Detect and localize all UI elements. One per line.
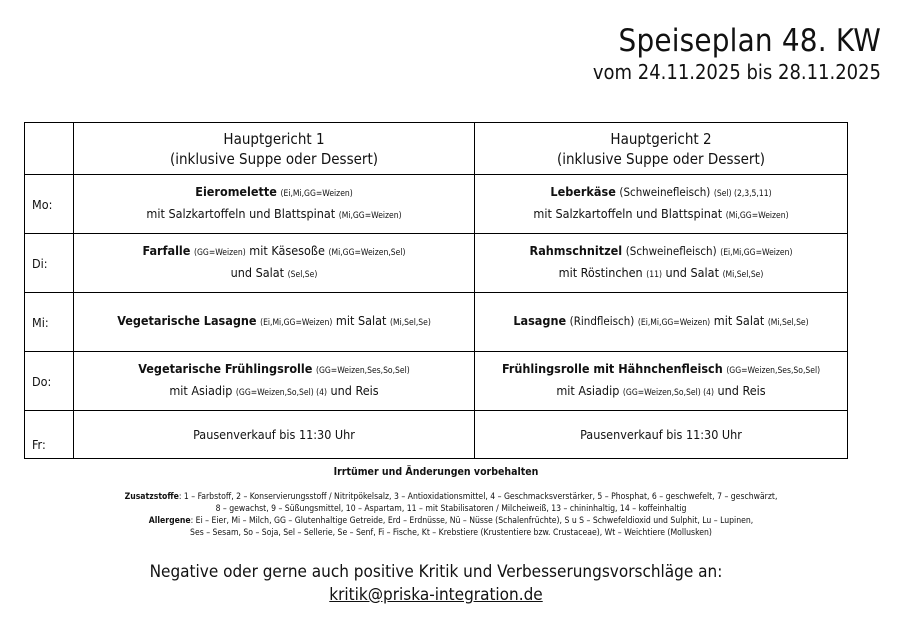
dish-meat: (Rindfleisch) xyxy=(569,314,635,328)
table-row-friday xyxy=(25,411,848,459)
feedback-text: Negative oder gerne auch positive Kritik und Verbesserungsvorschläge an: xyxy=(149,562,723,582)
column-header-subtitle: (inklusive Suppe oder Dessert) xyxy=(556,149,766,168)
side-allergens: (Mi,Sel,Se) xyxy=(390,318,431,328)
date-range: vom 24.11.2025 bis 28.11.2025 xyxy=(592,60,881,84)
column-header-title: Hauptgericht 2 xyxy=(610,129,712,148)
dish-cell xyxy=(475,234,848,293)
dish-name: Vegetarische Frühlingsrolle xyxy=(138,361,313,376)
table-row-monday xyxy=(25,175,848,234)
dish-allergens: (Ei,Mi,GG=Weizen) xyxy=(637,318,711,328)
legend xyxy=(60,491,842,539)
dish-side: mit Salat xyxy=(335,313,387,328)
column-header-main-dish-1 xyxy=(74,123,475,175)
dish-cell xyxy=(475,175,848,234)
page-title: Speiseplan 48. KW xyxy=(618,23,881,59)
additives-line-2: 8 – gewachst, 9 – Süßungsmittel, 10 – Aspartam, 11 – mit Stabilisatoren / Milcheiweiß, 13 – chininhaltig, 14 – koffeinhaltig xyxy=(215,504,687,514)
side-allergens: (GG=Weizen,So,Sel) (4) xyxy=(235,388,327,398)
allergens-label: Allergene xyxy=(148,516,191,526)
side-allergens: (Mi,GG=Weizen) xyxy=(338,211,402,221)
table-row-wednesday xyxy=(25,293,848,352)
side-allergens: (Mi,Sel,Se) xyxy=(722,270,764,280)
dish-name: Frühlingsrolle mit Hähnchenfleisch xyxy=(501,361,723,376)
dish-allergens: (Ei,Mi,GG=Weizen) xyxy=(280,189,353,199)
dish-allergens: (Ei,Mi,GG=Weizen) xyxy=(720,248,793,258)
dish-cell xyxy=(475,293,848,352)
dish-side: mit Asiadip xyxy=(556,383,620,398)
menu-table xyxy=(24,122,848,459)
sauce-allergens: (Mi,GG=Weizen,Sel) xyxy=(328,248,406,258)
column-header-title: Hauptgericht 1 xyxy=(223,129,325,148)
dish-side: mit Asiadip xyxy=(169,383,233,398)
side-additives: (11) xyxy=(646,270,662,280)
day-label: Di: xyxy=(25,234,74,293)
page-header xyxy=(593,22,881,84)
dish-allergens: (GG=Weizen) xyxy=(194,248,246,258)
break-sale-text: Pausenverkauf bis 11:30 Uhr xyxy=(580,427,742,442)
dish-name: Lasagne xyxy=(513,313,567,328)
allergens-line-2: Ses – Sesam, So – Soja, Sel – Sellerie, Se – Senf, Fi – Fische, Kt – Krebstiere (Krustentiere bzw. Crustaceae), Wt – Weichtiere (Mollusken) xyxy=(190,528,712,538)
side-allergens: (Mi,GG=Weizen) xyxy=(725,211,789,221)
dish-name: Rahmschnitzel xyxy=(529,243,623,258)
table-header-row xyxy=(25,123,848,175)
table-row-thursday xyxy=(25,352,848,411)
dish-side: mit Röstinchen xyxy=(558,265,643,280)
dish-cell xyxy=(74,411,475,459)
dish-side: mit Salzkartoffeln und Blattspinat xyxy=(146,206,336,221)
dish-allergens: (Ei,Mi,GG=Weizen) xyxy=(260,318,333,328)
break-sale-text: Pausenverkauf bis 11:30 Uhr xyxy=(193,427,355,442)
dish-side-2: und Reis xyxy=(330,383,379,398)
day-label: Mo: xyxy=(25,175,74,234)
dish-allergens: (GG=Weizen,Ses,So,Sel) xyxy=(315,366,410,376)
day-label: Mi: xyxy=(25,293,74,352)
dish-sauce: mit Käsesoße xyxy=(249,243,325,258)
dish-name: Farfalle xyxy=(142,243,191,258)
day-label: Fr: xyxy=(25,411,74,459)
dish-cell xyxy=(475,411,848,459)
dish-allergens: (GG=Weizen,Ses,So,Sel) xyxy=(726,366,821,376)
dish-cell xyxy=(74,293,475,352)
feedback-footer xyxy=(0,561,872,607)
dish-meat: (Schweinefleisch) xyxy=(625,244,717,258)
dish-side: und Salat xyxy=(230,265,285,280)
dish-name: Leberkäse xyxy=(550,184,616,199)
dish-name: Vegetarische Lasagne xyxy=(117,313,257,328)
side-allergens: (Sel,Se) xyxy=(287,270,318,280)
dish-allergens: (Sel) (2,3,5,11) xyxy=(713,189,772,199)
column-header-main-dish-2 xyxy=(475,123,848,175)
disclaimer-notice: Irrtümer und Änderungen vorbehalten xyxy=(333,466,539,478)
table-row-tuesday xyxy=(25,234,848,293)
dish-side: mit Salzkartoffeln und Blattspinat xyxy=(533,206,723,221)
dish-name: Eieromelette xyxy=(195,184,277,199)
column-header-subtitle: (inklusive Suppe oder Dessert) xyxy=(169,149,379,168)
dish-meat: (Schweinefleisch) xyxy=(619,185,711,199)
dish-cell xyxy=(475,352,848,411)
feedback-email-link[interactable]: kritik@priska-integration.de xyxy=(329,585,543,605)
additives-label: Zusatzstoffe xyxy=(124,492,179,502)
allergens-line-1: : Ei – Eier, Mi – Milch, GG – Glutenhaltige Getreide, Erd – Erdnüsse, Nü – Nüsse (Schalenfrüchte), S u S – Schwefeldioxid und Sulphit, Lu – Lupinen, xyxy=(190,516,754,526)
side-allergens: (Mi,Sel,Se) xyxy=(767,318,809,328)
side-allergens: (GG=Weizen,So,Sel) (4) xyxy=(622,388,714,398)
dish-cell xyxy=(74,352,475,411)
corner-cell xyxy=(25,123,74,175)
dish-side-2: und Reis xyxy=(717,383,766,398)
dish-side: mit Salat xyxy=(713,313,765,328)
additives-line-1: : 1 – Farbstoff, 2 – Konservierungsstoff / Nitritpökelsalz, 3 – Antioxidationsmittel, 4 – Geschmacksverstärker, 5 – Phosphat, 6 – geschwefelt, 7 – geschwärzt, xyxy=(178,492,778,502)
dish-cell xyxy=(74,175,475,234)
dish-cell xyxy=(74,234,475,293)
dish-side-2: und Salat xyxy=(665,265,719,280)
day-label: Do: xyxy=(25,352,74,411)
